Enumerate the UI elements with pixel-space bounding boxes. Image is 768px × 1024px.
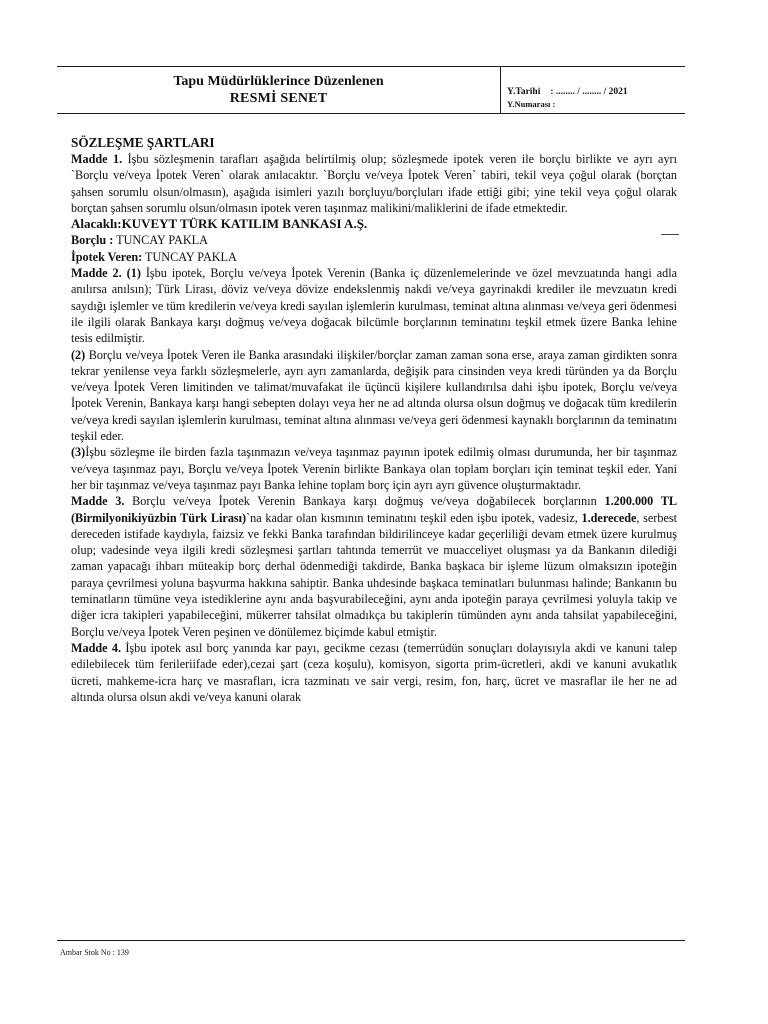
mortgagor-value: TUNCAY PAKLA [142,249,237,264]
article-2-p2-num: (2) [71,347,86,362]
contract-body-box [57,113,685,941]
contract-content [71,135,677,705]
article-2-p2-text: Borçlu ve/veya İpotek Veren ile Banka arasındaki ilişkiler/borçlar zaman zaman sona erse, araya zaman girdikten sonra tekrar yenilense veya farklı sözleşmelerle, ayrı ayrı zamanlarda, değişik para cinsinden veya kredi türünden ya da Borçlu ve/veya İpotek Veren limitinden ve talimat/muvafakat ile üçüncü kişilere kullandırılsa dahi işbu ipotek, Borçlu ve/veya İpotek Verenin, Bankaya karşı hangi sebepten dolayı veya her ne ad altında olursa olsun doğmuş ve doğacak tüm kredilerin ve/veya kredi sayılan işlemlerin kurulması, teminat altına alınması ve/veya geri ödenmesi kaynaklı borçlarının da teminatını teşkil eder. [71,347,677,444]
article-1 [71,151,677,216]
article-2-p3-num: (3) [71,445,86,460]
party-debtor [71,232,677,248]
article-4-label: Madde 4. [71,640,122,655]
header-date-row [507,87,628,97]
article-2-p3-text: İşbu sözleşme ile birden fazla taşınmazın ve/veya taşınmaz payının ipotek edilmiş olması durumunda, her bir taşınmaz ve/veya taşınmaz payı, Borçlu ve/veya İpotek Verenin birlikte Bankaya olan toplam borçları için teminat teşkil eder. Yani her bir taşınmaz ve/veya taşınmaz payı Banka lehine toplam borç için ayrı ayrı güvence oluşturmaktadır. [71,445,677,492]
article-3-text-2: `na kadar olan kısmının teminatını teşkil eden işbu ipotek, vadesiz, [246,510,582,525]
article-1-label: Madde 1. [71,152,123,166]
article-3-text-3: , serbest dereceden istifade kaydıyla, faizsiz ve fekki Banka tarafından bildirilinceye kadar geçerliliği devam etmek üzere kurulmuş olup; vadesinde veya ilgili kredi sözleşmesi şartları tahtında temerrüt ve muacceliyet oluşması ya da Bankanın dilediği zaman yapacağı ihbarı müteakip borç derhal ödenmediği takdirde, Banka başkaca bir işleme lüzum olmaksızın ipoteğin paraya çevrilmesi yoluna başvurma hakkına sahiptir. Banka uhdesinde başkaca teminatları bulunması halinde; Bankanın bu teminatların tümüne veya istediklerine aynı anda başvurabileceğini, aynı anda ipoteğin paraya çevrilmesi yoluyla takip ve diğer icra takipleri yapabileceğini, mükerrer tahsilat olmadıkça bu takiplerin tümünden aynı anda tahsilat yapabileceğini, Borçlu ve/veya İpotek Veren peşinen ve dönülemez biçimde kabul etmiştir. [71,510,677,639]
article-2-label: Madde 2. [71,266,122,281]
article-4 [71,640,677,705]
footer-stock-number: Ambar Stok No : 139 [60,948,129,957]
number-label: Y.Numarası : [507,99,556,109]
header-number-row [507,99,555,109]
debtor-value: TUNCAY PAKLA [113,233,208,248]
creditor-value: KUVEYT TÜRK KATILIM BANKASI A.Ş. [121,216,368,232]
article-3-amount: 1.200.000 TL (Birmilyonikiyüzbin Türk Lirası) [71,494,677,525]
article-3-degree: 1.derecede [581,510,637,525]
article-3-text-1: Borçlu ve/veya İpotek Verenin Bankaya karşı doğmuş ve/veya doğabilecek borçlarının [124,494,605,509]
article-3-label: Madde 3. [71,494,125,509]
article-2-para-1 [71,265,677,346]
article-2-p1-text: İşbu ipotek, Borçlu ve/veya İpotek Verenin (Banka iç düzenlemelerinde ve özel mevzuatında hangi adla anılırsa anılsın); Türk Lirası, döviz ve/veya dövize endekslenmiş nakdi ve/veya gayrinakdi krediler ile mevzuatın kredi saydığı işlemler ve tüm kredilerin ve/veya kredi sayılan işlemlerin kurulması, teminat altına alınması ve/veya geri ödenmesi ile ilgili olarak Bankaya karşı doğmuş ve/veya doğacak bilcümle borçlarının teminatını teşkil etmek üzere Banka lehine tesis edilmiştir. [71,266,678,346]
header-title-line2: RESMİ SENET [229,91,328,106]
header-meta-box [500,67,685,113]
section-title: SÖZLEŞME ŞARTLARI [71,135,215,150]
mortgagor-label: İpotek Veren: [71,249,143,264]
article-3 [71,493,677,640]
article-2-para-3 [71,444,677,493]
article-2-para-2 [71,347,677,445]
header-title-line1: Tapu Müdürlüklerince Düzenlenen [173,74,384,89]
creditor-label: Alacaklı: [71,216,122,232]
date-label: Y.Tarihi [507,87,541,97]
article-2-p1-num: (1) [121,266,141,281]
article-1-text: İşbu sözleşmenin tarafları aşağıda belirtilmiş olup; sözleşmede ipotek veren ile borçlu birlikte ve ayrı ayrı `Borçlu ve/veya İpotek Veren` olarak anılacaktır. `Borçlu ve/veya İpotek Veren` tabiri, tekil veya çoğul olarak (borçtan şahsen sorumlu olsun/olmasın), aşağıda isimleri yazılı borçluyu/borçluları ifade ettiği gibi; yine tekil veya çoğul olarak borçtan şahsen sorumlu olsun/olmasın ipotek veren taşınmaz malikini/maliklerini de ifade etmektedir. [71,152,677,215]
debtor-label: Borçlu : [71,233,114,248]
party-creditor [71,216,677,232]
header-title-box [57,67,501,113]
article-4-text: İşbu ipotek asıl borç yanında kar payı, gecikme cezası (temerrüdün sonuçları dolayısıyla akdi ve kanuni talep edilebilecek tüm ferileriifade eder),cezai şart (ceza koşulu), komisyon, sigorta prim-ücretleri, akdi ve kanuni avukatlık ücreti, mahkeme-icra harç ve masrafları, icra tazminatı ve sair vergi, resim, fon, harç, ücret ve masraflar ile her ne ad altında olursa olsun akdi ve/veya kanuni olarak [71,640,677,704]
date-value: : ........ / ........ / 2021 [550,87,628,97]
party-mortgagor [71,249,677,265]
